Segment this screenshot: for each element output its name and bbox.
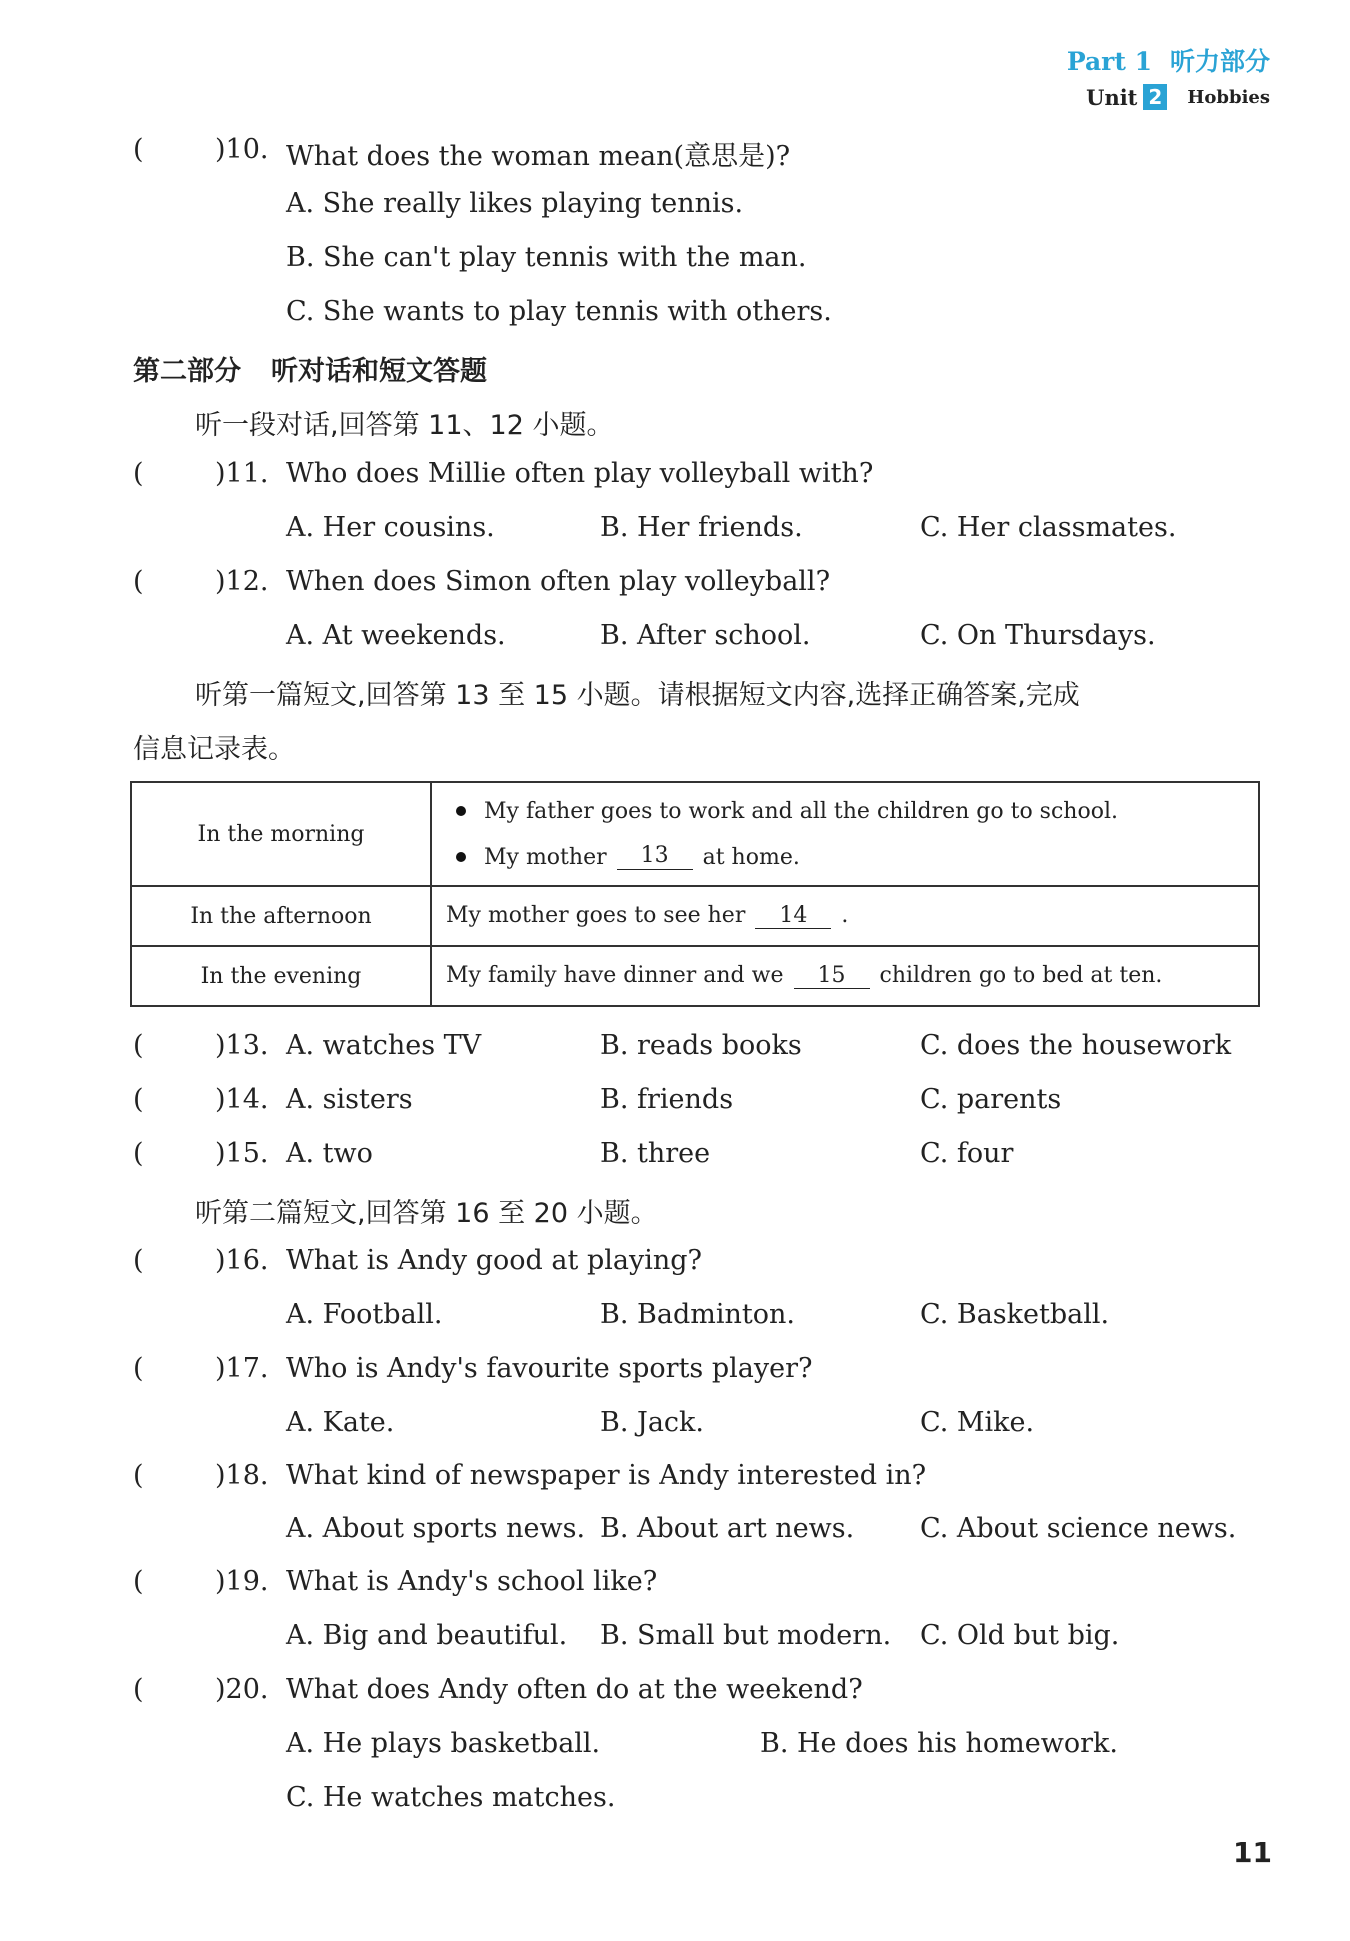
question-text: What does Andy often do at the weekend? [286, 1674, 863, 1705]
table-row [131, 886, 1259, 946]
option-b: B. friends [600, 1084, 734, 1115]
section-title: 听对话和短文答题 [271, 356, 487, 387]
option-c: C. Mike. [920, 1407, 1035, 1438]
option-b: B. He does his homework. [760, 1728, 1118, 1759]
option-b: B. Her friends. [600, 512, 803, 543]
option-a: A. two [286, 1138, 373, 1169]
bullet-text: My mother [484, 844, 607, 870]
row-text: My family have dinner and we [446, 962, 784, 988]
option-c: C. About science news. [920, 1513, 1237, 1544]
header-unit [1086, 84, 1270, 110]
answer-bracket[interactable]: ( [133, 1084, 144, 1115]
section-label: 第二部分 [133, 356, 241, 387]
option-c: C. Her classmates. [920, 512, 1177, 543]
instruction-passage-1: 听第一篇短文,回答第 13 至 15 小题。请根据短文内容,选择正确答案,完成 [195, 680, 1080, 711]
option-c: C. She wants to play tennis with others. [286, 296, 832, 327]
bullet-item [446, 788, 1244, 834]
question-number: )17. [215, 1353, 269, 1384]
bullet-icon [456, 852, 466, 862]
option-a: A. sisters [286, 1084, 413, 1115]
option-a: A. Big and beautiful. [286, 1620, 568, 1651]
answer-bracket[interactable]: ( [133, 1245, 144, 1276]
instruction-passage-1-cont: 信息记录表。 [133, 734, 295, 765]
option-c: C. On Thursdays. [920, 620, 1156, 651]
option-a: A. He plays basketball. [286, 1728, 601, 1759]
question-text: When does Simon often play volleyball? [286, 566, 831, 597]
question-text: Who is Andy's favourite sports player? [286, 1353, 813, 1384]
question-text: What is Andy good at playing? [286, 1245, 702, 1276]
answer-bracket[interactable]: ( [133, 1566, 144, 1597]
answer-bracket[interactable]: ( [133, 1674, 144, 1705]
row-label-evening: In the evening [131, 946, 431, 1006]
question-number: )19. [215, 1566, 269, 1597]
option-b: B. Jack. [600, 1407, 704, 1438]
question-text: What kind of newspaper is Andy interested in? [286, 1460, 927, 1491]
question-number: )13. [215, 1030, 269, 1061]
unit-label: Unit [1086, 84, 1138, 110]
option-b: B. She can't play tennis with the man. [286, 242, 807, 273]
info-record-table [130, 781, 1260, 1007]
option-b: B. Small but modern. [600, 1620, 892, 1651]
question-number: )10. [215, 134, 269, 165]
question-number: )16. [215, 1245, 269, 1276]
option-c: C. parents [920, 1084, 1062, 1115]
question-number: )20. [215, 1674, 269, 1705]
part-title: 听力部分 [1169, 47, 1270, 76]
option-b: B. three [600, 1138, 711, 1169]
question-text: What is Andy's school like? [286, 1566, 658, 1597]
blank-13[interactable]: 13 [617, 844, 693, 869]
row-content-evening [431, 946, 1259, 1006]
option-c: C. He watches matches. [286, 1782, 616, 1813]
instruction-dialogue: 听一段对话,回答第 11、12 小题。 [195, 410, 614, 441]
header-part [1067, 42, 1270, 78]
option-a: A. Her cousins. [286, 512, 495, 543]
bullet-text: My father goes to work and all the children go to school. [484, 798, 1118, 824]
option-b: B. About art news. [600, 1513, 855, 1544]
question-number: )14. [215, 1084, 269, 1115]
question-text: What does the woman mean(意思是)? [286, 141, 791, 172]
option-a: A. Kate. [286, 1407, 395, 1438]
option-b: B. reads books [600, 1030, 802, 1061]
question-number: )18. [215, 1460, 269, 1491]
table-row [131, 946, 1259, 1006]
part-label: Part 1 [1066, 47, 1152, 76]
bullet-icon [456, 806, 466, 816]
row-label-morning: In the morning [131, 782, 431, 886]
option-c: C. Basketball. [920, 1299, 1110, 1330]
row-content-afternoon [431, 886, 1259, 946]
section-heading [133, 349, 487, 388]
option-a: A. watches TV [286, 1030, 482, 1061]
row-label-afternoon: In the afternoon [131, 886, 431, 946]
option-a: A. She really likes playing tennis. [286, 188, 744, 219]
option-c: C. Old but big. [920, 1620, 1120, 1651]
answer-bracket[interactable]: ( [133, 566, 144, 597]
option-a: A. At weekends. [286, 620, 506, 651]
option-c: C. does the housework [920, 1030, 1232, 1061]
page-number: 11 [1233, 1836, 1272, 1869]
row-text: My mother goes to see her [446, 902, 746, 928]
row-text-end: . [841, 902, 849, 928]
question-text: Who does Millie often play volleyball with? [286, 458, 874, 489]
row-text-end: children go to bed at ten. [879, 962, 1163, 988]
answer-bracket[interactable]: ( [133, 1460, 144, 1491]
answer-bracket[interactable]: ( [133, 1353, 144, 1384]
option-a: A. About sports news. [286, 1513, 586, 1544]
option-a: A. Football. [286, 1299, 443, 1330]
row-content-morning [431, 782, 1259, 886]
unit-title: Hobbies [1187, 86, 1270, 108]
question-number: )12. [215, 566, 269, 597]
answer-bracket[interactable]: ( [133, 134, 144, 165]
answer-bracket[interactable]: ( [133, 1030, 144, 1061]
blank-14[interactable]: 14 [755, 904, 831, 929]
bullet-item [446, 834, 1244, 880]
question-number: )15. [215, 1138, 269, 1169]
blank-15[interactable]: 15 [794, 964, 870, 989]
table-row [131, 782, 1259, 886]
bullet-text-end: at home. [702, 844, 800, 870]
option-b: B. Badminton. [600, 1299, 795, 1330]
instruction-passage-2: 听第二篇短文,回答第 16 至 20 小题。 [195, 1198, 658, 1229]
option-c: C. four [920, 1138, 1014, 1169]
unit-number-badge: 2 [1143, 84, 1167, 110]
answer-bracket[interactable]: ( [133, 1138, 144, 1169]
answer-bracket[interactable]: ( [133, 458, 144, 489]
question-number: )11. [215, 458, 269, 489]
option-b: B. After school. [600, 620, 811, 651]
